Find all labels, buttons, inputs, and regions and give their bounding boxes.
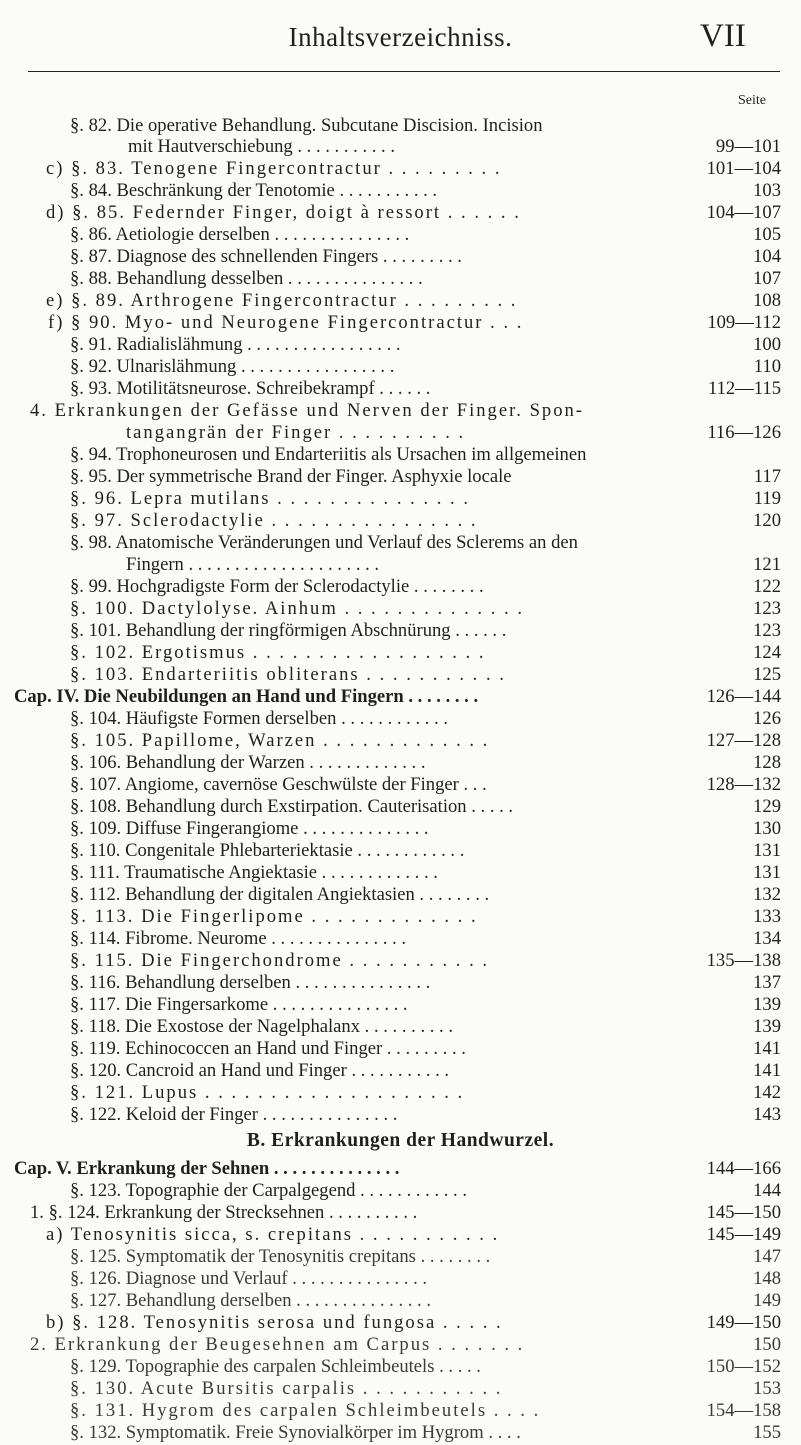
toc-entry: §. 126. Diagnose und Verlauf . . . . . . . . . . . . . . . 148 — [70, 1268, 781, 1289]
toc-entry: §. 97. Sclerodactylie . . . . . . . . . . . . . . . . 120 — [70, 510, 781, 531]
toc-entry: §. 122. Keloid der Finger . . . . . . . . . . . . . . . 143 — [70, 1104, 781, 1125]
toc-entry: §. 108. Behandlung durch Exstirpation. Cauterisation . . . . . 129 — [70, 796, 781, 817]
toc-entry: §. 91. Radialislähmung . . . . . . . . . . . . . . . . . 100 — [70, 334, 781, 355]
toc-entry: §. 121. Lupus . . . . . . . . . . . . . . . . . . . . 142 — [70, 1082, 781, 1103]
toc-entry: §. 111. Traumatische Angiektasie . . . . . . . . . . . . . 131 — [70, 862, 781, 883]
toc-entry: §. 88. Behandlung desselben . . . . . . . . . . . . . . . 107 — [70, 268, 781, 289]
toc-entry: §. 102. Ergotismus . . . . . . . . . . . . . . . . . . 124 — [70, 642, 781, 663]
toc-entry: §. 120. Cancroid an Hand und Finger . . . . . . . . . . . 141 — [70, 1060, 781, 1081]
toc-entry: §. 107. Angiome, cavernöse Geschwülste der Finger . . . 128—132 — [70, 774, 781, 795]
toc-entry: §. 109. Diffuse Fingerangiome . . . . . . . . . . . . . . 130 — [70, 818, 781, 839]
toc-entry: d) §. 85. Federnder Finger, doigt à ressort . . . . . . 104—107 — [46, 202, 781, 223]
toc-entry: b) §. 128. Tenosynitis serosa und fungosa . . . . . 149—150 — [46, 1312, 781, 1333]
toc-entry: §. 86. Aetiologie derselben . . . . . . . . . . . . . . . 105 — [70, 224, 781, 245]
toc-entry: §. 100. Dactylolyse. Ainhum . . . . . . . . . . . . . . 123 — [70, 598, 781, 619]
toc-entry: c) §. 83. Tenogene Fingercontractur . . . . . . . . . 101—104 — [46, 158, 781, 179]
toc-entry: §. 132. Symptomatik. Freie Synovialkörper im Hygrom . . . . 155 — [70, 1422, 781, 1443]
toc-entry: §. 103. Endarteriitis obliterans . . . . . . . . . . . 125 — [70, 664, 781, 685]
toc-entry: §. 115. Die Fingerchondrome . . . . . . . . . . . 135—138 — [70, 950, 781, 971]
toc-entry: §. 84. Beschränkung der Tenotomie . . . . . . . . . . . 103 — [70, 180, 781, 201]
toc-entry: 1. §. 124. Erkrankung der Strecksehnen . . . . . . . . . . 145—150 — [30, 1202, 781, 1223]
toc-entry: §. 94. Trophoneurosen und Endarteriitis als Ursachen im allgemeinen — [70, 444, 587, 465]
toc-entry: §. 112. Behandlung der digitalen Angiektasien . . . . . . . . 132 — [70, 884, 781, 905]
page-header — [0, 0, 801, 80]
toc-entry: Cap. V. Erkrankung der Sehnen . . . . . . . . . . . . . . 144—166 — [14, 1158, 781, 1179]
page-column-label: Seite — [738, 93, 766, 108]
toc-entry: §. 110. Congenitale Phlebarteriektasie . . . . . . . . . . . . 131 — [70, 840, 781, 861]
toc-entry: §. 92. Ulnarislähmung . . . . . . . . . . . . . . . . . 110 — [70, 356, 781, 377]
toc-entry: §. 95. Der symmetrische Brand der Finger. Asphyxie locale 117 — [70, 466, 781, 487]
toc-entry: §. 117. Die Fingersarkome . . . . . . . . . . . . . . . 139 — [70, 994, 781, 1015]
running-title: Inhaltsverzeichniss. — [288, 22, 513, 52]
section-heading: B. Erkrankungen der Handwurzel. — [246, 1130, 555, 1151]
toc-entry: §. 114. Fibrome. Neurome . . . . . . . . . . . . . . . 134 — [70, 928, 781, 949]
page-number: VII — [700, 18, 746, 54]
toc-entry: §. 105. Papillome, Warzen . . . . . . . . . . . . . 127—128 — [70, 730, 781, 751]
toc-entry: e) §. 89. Arthrogene Fingercontractur . . . . . . . . . 108 — [46, 290, 781, 311]
toc-entry: f) § 90. Myo- und Neurogene Fingercontractur . . . 109—112 — [48, 312, 781, 333]
toc-entry: §. 96. Lepra mutilans . . . . . . . . . . . . . . . 119 — [70, 488, 781, 509]
toc-entry: §. 113. Die Fingerlipome . . . . . . . . . . . . . 133 — [70, 906, 781, 927]
toc-entry: 4. Erkrankungen der Gefässe und Nerven der Finger. Spon- — [30, 400, 584, 421]
toc-entry: §. 125. Symptomatik der Tenosynitis crepitans . . . . . . . . 147 — [70, 1246, 781, 1267]
toc-entry: 2. Erkrankung der Beugesehnen am Carpus . . . . . . . 150 — [30, 1334, 781, 1355]
toc-entry: §. 82. Die operative Behandlung. Subcutane Discision. Incision — [70, 115, 543, 136]
toc-entry: §. 98. Anatomische Veränderungen und Verlauf des Sclerems an den — [70, 532, 578, 553]
toc-entry: §. 99. Hochgradigste Form der Sclerodactylie . . . . . . . . 122 — [70, 576, 781, 597]
toc-entry: §. 119. Echinococcen an Hand und Finger . . . . . . . . . 141 — [70, 1038, 781, 1059]
toc-entry: §. 118. Die Exostose der Nagelphalanx . . . . . . . . . . 139 — [70, 1016, 781, 1037]
toc-entry: a) Tenosynitis sicca, s. crepitans . . . . . . . . . . . 145—149 — [46, 1224, 781, 1245]
toc-entry: §. 127. Behandlung derselben . . . . . . . . . . . . . . . 149 — [70, 1290, 781, 1311]
toc-entry: tangangrän der Finger . . . . . . . . . . 116—126 — [126, 422, 781, 443]
toc-entry: mit Hautverschiebung . . . . . . . . . . . 99—101 — [128, 136, 781, 157]
toc-entry: §. 129. Topographie des carpalen Schleimbeutels . . . . . 150—152 — [70, 1356, 781, 1377]
toc-entry: §. 131. Hygrom des carpalen Schleimbeutels . . . . 154—158 — [70, 1400, 781, 1421]
toc-entry: §. 130. Acute Bursitis carpalis . . . . . . . . . . . 153 — [70, 1378, 781, 1399]
toc-entry: §. 106. Behandlung der Warzen . . . . . . . . . . . . . 128 — [70, 752, 781, 773]
toc-entry: §. 123. Topographie der Carpalgegend . . . . . . . . . . . . 144 — [70, 1180, 781, 1201]
header-rule — [28, 71, 780, 72]
toc-entry: Fingern . . . . . . . . . . . . . . . . . . . . . 121 — [126, 554, 781, 575]
toc-entry: Cap. IV. Die Neubildungen an Hand und Fingern . . . . . . . . 126—144 — [14, 686, 781, 707]
toc-entry: §. 93. Motilitätsneurose. Schreibekrampf . . . . . . 112—115 — [70, 378, 781, 399]
toc-entry: §. 101. Behandlung der ringförmigen Abschnürung . . . . . . 123 — [70, 620, 781, 641]
toc-entry: §. 87. Diagnose des schnellenden Fingers . . . . . . . . . 104 — [70, 246, 781, 267]
toc-entry: §. 104. Häufigste Formen derselben . . . . . . . . . . . . 126 — [70, 708, 781, 729]
toc-entry: §. 116. Behandlung derselben . . . . . . . . . . . . . . . 137 — [70, 972, 781, 993]
